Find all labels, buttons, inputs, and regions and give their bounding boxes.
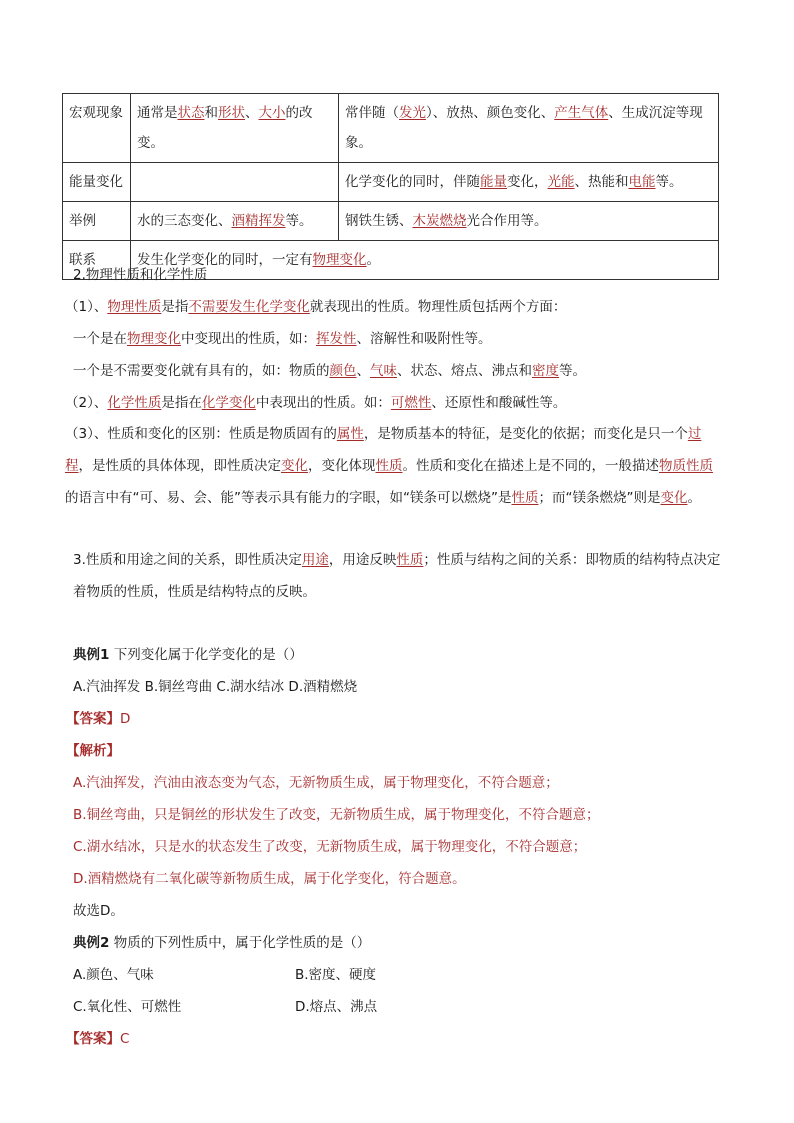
keyword-text: 变化 xyxy=(281,458,308,474)
example-question xyxy=(73,933,370,953)
body-text: ）、放热、颜色变化、 xyxy=(426,105,555,121)
keyword-text: 物理变化 xyxy=(127,331,181,347)
body-text: ，是性质的具体体现，即性质决定 xyxy=(78,458,281,474)
example-question xyxy=(73,645,303,665)
keyword-text: 变化 xyxy=(660,490,688,506)
chemical-cell xyxy=(339,163,719,202)
body-text: 、热能和 xyxy=(574,174,629,190)
body-text: 一个是不需要变化就有具有的，如：物质的 xyxy=(73,363,330,379)
table-row xyxy=(63,94,719,163)
keyword-text: 化学变化 xyxy=(201,395,256,411)
keyword-text: 挥发性 xyxy=(316,331,357,347)
body-text: ，变化体现 xyxy=(308,458,376,474)
keyword-text: 用途 xyxy=(301,552,329,568)
body-text: ；而“镁条燃烧”则是 xyxy=(538,490,661,506)
answer-line xyxy=(66,1029,129,1049)
body-text: 通常是 xyxy=(137,105,178,121)
keyword-text: 可燃性 xyxy=(390,395,432,411)
body-text: 、溶解性和吸附性等。 xyxy=(356,331,492,347)
relation-cell xyxy=(131,241,719,280)
body-text: 是指 xyxy=(161,299,189,315)
analysis-line: C.湖水结冰，只是水的状态发生了改变，无新物质生成，属于物理变化，不符合题意； xyxy=(73,839,587,855)
body-text: ，是物质基本的特征，是变化的依据；而变化是只一个 xyxy=(363,426,688,442)
analysis-line: D.酒精燃烧有二氧化碳等新物质生成，属于化学变化，符合题意。 xyxy=(73,871,466,887)
body-text: 等。 xyxy=(559,363,586,379)
keyword-text: 性质 xyxy=(511,490,539,506)
body-text: 和 xyxy=(204,105,218,121)
option-b: B.密度、硬度 xyxy=(295,967,377,983)
body-text: （1）、 xyxy=(65,299,108,315)
paragraph xyxy=(65,393,566,413)
question-text: 下列变化属于化学变化的是（） xyxy=(113,647,303,663)
analysis-label: 【解析】 xyxy=(66,743,120,759)
row-label: 举例 xyxy=(63,202,131,241)
paragraph xyxy=(73,544,723,608)
keyword-text: 颜色 xyxy=(329,363,357,379)
body-text: 、状态、熔点、沸点和 xyxy=(397,363,532,379)
answer-label: 【答案】 xyxy=(66,1031,120,1047)
body-text: 光合作用等。 xyxy=(466,213,548,229)
body-text: 等。 xyxy=(655,174,683,190)
table-row xyxy=(63,163,719,202)
keyword-text: 不需要发生化学变化 xyxy=(188,299,310,315)
keyword-text: 密度 xyxy=(532,363,559,379)
keyword-text: 木炭燃烧 xyxy=(412,213,467,229)
option-a: A.颜色、气味 xyxy=(73,967,154,983)
body-text: 、生成沉淀等现象。 xyxy=(345,105,703,151)
physical-cell xyxy=(131,202,339,241)
analysis-line: A.汽油挥发，汽油由液态变为气态，无新物质生成，属于物理变化，不符合题意； xyxy=(73,775,559,791)
body-text: 。 xyxy=(366,252,380,268)
paragraph xyxy=(65,297,566,317)
body-text: 等。 xyxy=(285,213,313,229)
comparison-table xyxy=(62,93,719,280)
keyword-text: 产生气体 xyxy=(554,105,609,121)
body-text: ，用途反映 xyxy=(328,552,397,568)
paragraph xyxy=(73,329,492,349)
row-label: 联系 xyxy=(63,241,131,280)
keyword-text: 光能 xyxy=(547,174,575,190)
section-heading: 2.物理性质和化学性质 xyxy=(73,267,208,283)
body-text: 、 xyxy=(245,105,259,121)
physical-cell xyxy=(131,163,339,202)
keyword-text: 气味 xyxy=(370,363,397,379)
option-c: C.氧化性、可燃性 xyxy=(73,999,182,1015)
body-text: （3）、性质和变化的区别：性质是物质固有的 xyxy=(65,426,337,442)
keyword-text: 性质 xyxy=(375,458,403,474)
analysis-line: B.铜丝弯曲，只是铜丝的形状发生了改变，无新物质生成，属于物理变化，不符合题意； xyxy=(73,807,600,823)
body-text: 的语言中有“可、易、会、能”等表示具有能力的字眼，如“镁条可以燃烧”是 xyxy=(65,490,512,506)
question-text: 物质的下列性质中，属于化学性质的是（） xyxy=(113,935,371,951)
row-label: 宏观现象 xyxy=(63,94,131,163)
paragraph xyxy=(73,361,586,381)
body-text: 就表现出的性质。物理性质包括两个方面： xyxy=(309,299,567,315)
keyword-text: 化学性质 xyxy=(107,395,162,411)
keyword-text: 发光 xyxy=(399,105,426,121)
body-text: 的改变。 xyxy=(137,105,313,151)
option-d: D.熔点、沸点 xyxy=(295,999,378,1015)
keyword-text: 物理性质 xyxy=(107,299,162,315)
keyword-text: 状态 xyxy=(177,105,205,121)
body-text: 常伴随（ xyxy=(345,105,399,121)
body-text: 化学变化的同时，伴随 xyxy=(345,174,480,190)
body-text: ；性质与结构之间的关系：即物质的结构特点决定着物质的性质，性质是结构特点的反映。 xyxy=(73,552,721,600)
body-text: 一个是在 xyxy=(73,331,127,347)
row-label: 能量变化 xyxy=(63,163,131,202)
body-text: 。 xyxy=(687,490,701,506)
keyword-text: 性质 xyxy=(396,552,424,568)
body-text: 钢铁生锈、 xyxy=(345,213,413,229)
keyword-text: 物理变化 xyxy=(312,252,367,268)
chemical-cell xyxy=(339,94,719,163)
conclusion-line: 故选D。 xyxy=(73,903,124,919)
body-text: 中表现出的性质。如： xyxy=(255,395,391,411)
keyword-text: 酒精挥发 xyxy=(231,213,286,229)
body-text: 、 xyxy=(356,363,370,379)
body-text: 、还原性和酸碱性等。 xyxy=(431,395,567,411)
example-label: 典例2 xyxy=(73,935,110,951)
body-text: 中变现出的性质，如： xyxy=(181,331,316,347)
keyword-text: 形状 xyxy=(218,105,245,121)
keyword-text: 大小 xyxy=(258,105,286,121)
body-text: 。性质和变化在描述上是不同的，一般描述 xyxy=(402,458,659,474)
body-text: 水的三态变化、 xyxy=(137,213,232,229)
physical-cell xyxy=(131,94,339,163)
options-line: A.汽油挥发 B.铜丝弯曲 C.湖水结冰 D.酒精燃烧 xyxy=(73,679,358,695)
keyword-text: 电能 xyxy=(628,174,656,190)
body-text: 发生化学变化的同时，一定有 xyxy=(137,252,313,268)
keyword-text: 属性 xyxy=(336,426,364,442)
body-text: （2）、 xyxy=(65,395,108,411)
answer-line xyxy=(66,709,130,729)
body-text: 变化， xyxy=(507,174,548,190)
body-text: 是指在 xyxy=(161,395,202,411)
paragraph xyxy=(65,418,723,514)
keyword-text: 过程 xyxy=(65,426,702,474)
body-text: 3.性质和用途之间的关系，即性质决定 xyxy=(73,552,302,568)
example-label: 典例1 xyxy=(73,647,110,663)
chemical-cell xyxy=(339,202,719,241)
keyword-text: 物质性质 xyxy=(659,458,713,474)
answer-value: C xyxy=(120,1031,130,1047)
table-row xyxy=(63,202,719,241)
answer-value: D xyxy=(120,711,131,727)
keyword-text: 能量 xyxy=(480,174,507,190)
answer-label: 【答案】 xyxy=(66,711,120,727)
